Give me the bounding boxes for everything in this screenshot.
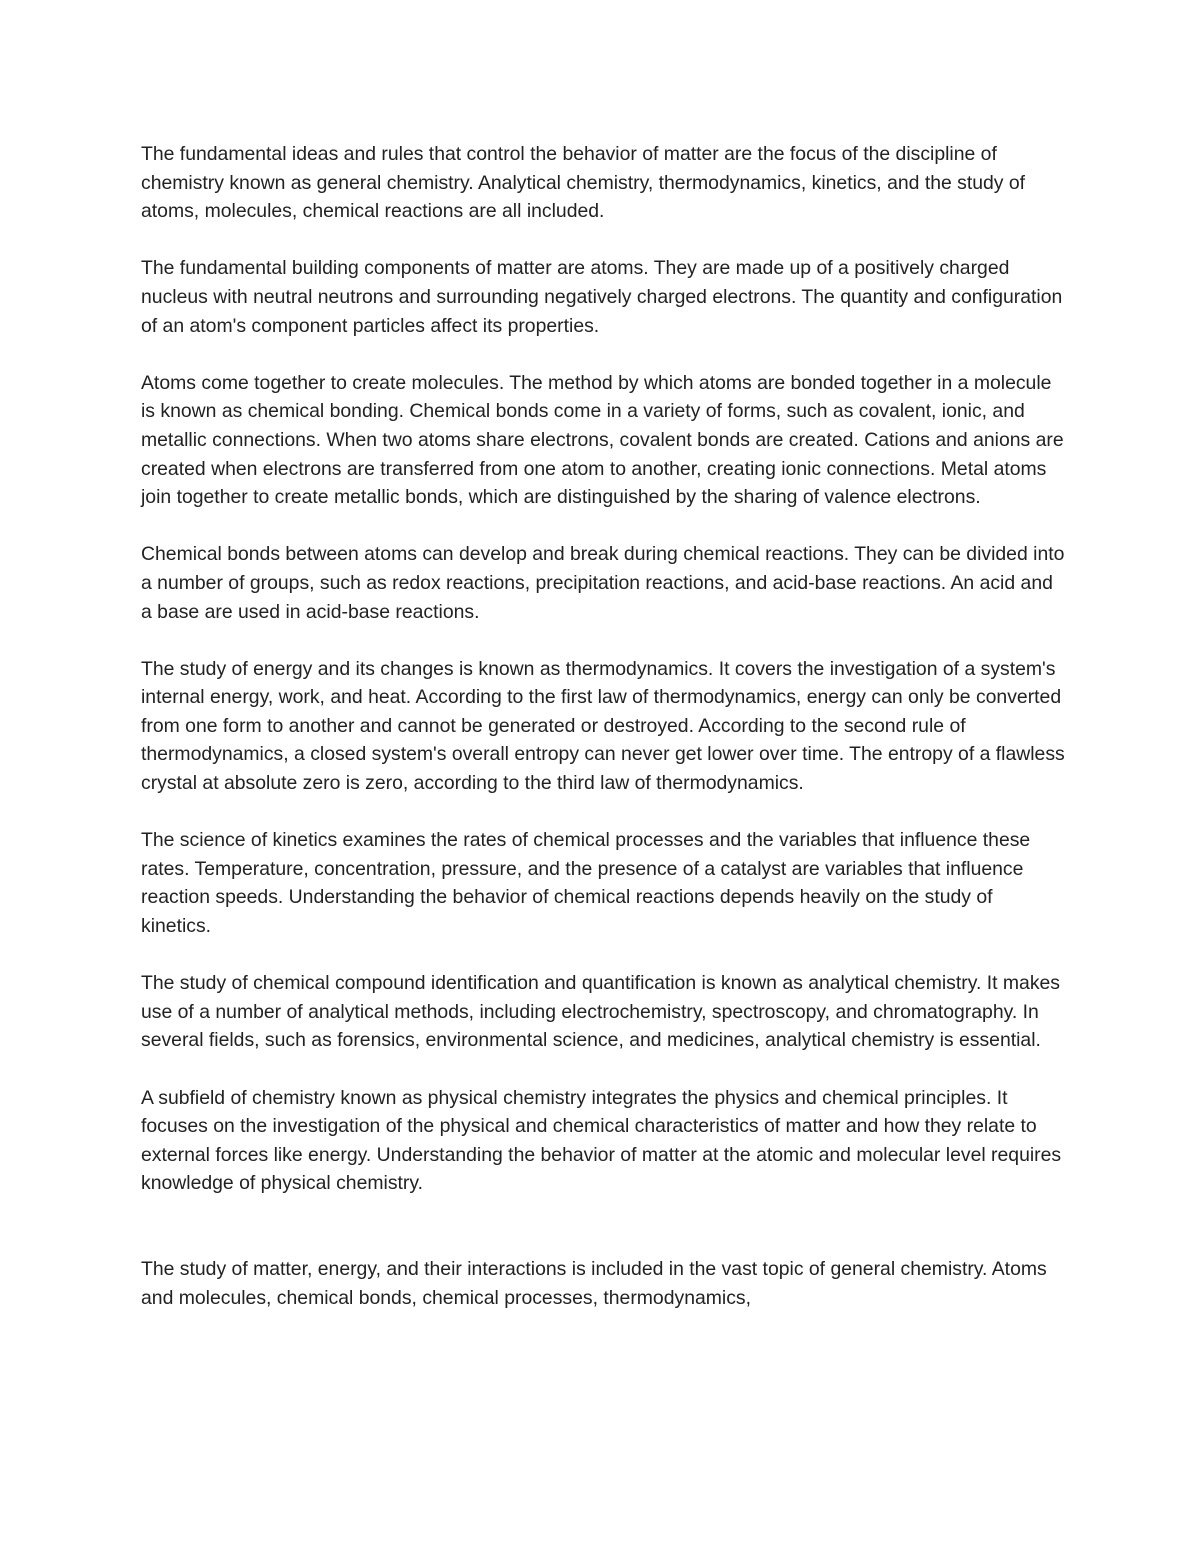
paragraph-atoms: The fundamental building components of matter are atoms. They are made up of a positively charged nucleus with neutral neutrons and surrounding negatively charged electrons. The quantity and configuration of an atom's component particles affect its properties. — [141, 257, 1063, 337]
paragraph-kinetics: The science of kinetics examines the rates of chemical processes and the variables that influence these rates. Temperature, concentration, pressure, and the presence of a catalyst are variables that influence reaction speeds. Understanding the behavior of chemical reactions depends heavily on the study of kinetics. — [141, 829, 1031, 938]
paragraph-physical-chemistry: A subfield of chemistry known as physical chemistry integrates the physics and chemical principles. It focuses on the investigation of the physical and chemical characteristics of matter and how they relate to external forces like energy. Understanding the behavior of matter at the atomic and molecular level requires knowledge of physical chemistry. — [141, 1086, 1062, 1195]
paragraph-chemical-reactions: Chemical bonds between atoms can develop and break during chemical reactions. They can be divided into a number of groups, such as redox reactions, precipitation reactions, and acid-base reactions. An acid and a base are used in acid-base reactions. — [141, 543, 1065, 623]
paragraph-chemical-bonding: Atoms come together to create molecules. The method by which atoms are bonded together in a molecule is known as chemical bonding. Chemical bonds come in a variety of forms, such as covalent, ionic, and metallic connections. When two atoms share electrons, covalent bonds are created. Cations and anions are created when electrons are transferred from one atom to another, creating ionic connections. Metal atoms join together to create metallic bonds, which are distinguished by the sharing of valence electrons. — [141, 371, 1064, 509]
document-body — [141, 140, 1066, 1341]
paragraph-thermodynamics: The study of energy and its changes is known as thermodynamics. It covers the investigation of a system's internal energy, work, and heat. According to the first law of thermodynamics, energy can only be converted from one form to another and cannot be generated or destroyed. According to the second rule of thermodynamics, a closed system's overall entropy can never get lower over time. The entropy of a flawless crystal at absolute zero is zero, according to the third law of thermodynamics. — [141, 657, 1065, 795]
paragraph-summary: The study of matter, energy, and their interactions is included in the vast topic of general chemistry. Atoms and molecules, chemical bonds, chemical processes, thermodynamics, — [141, 1258, 1047, 1309]
paragraph-analytical-chemistry: The study of chemical compound identification and quantification is known as analytical chemistry. It makes use of a number of analytical methods, including electrochemistry, spectroscopy, and chromatography. In several fields, such as forensics, environmental science, and medicines, analytical chemistry is essential. — [141, 972, 1061, 1052]
paragraph-general-chemistry: The fundamental ideas and rules that control the behavior of matter are the focus of the discipline of chemistry known as general chemistry. Analytical chemistry, thermodynamics, kinetics, and the study of atoms, molecules, chemical reactions are all included. — [141, 143, 1026, 223]
